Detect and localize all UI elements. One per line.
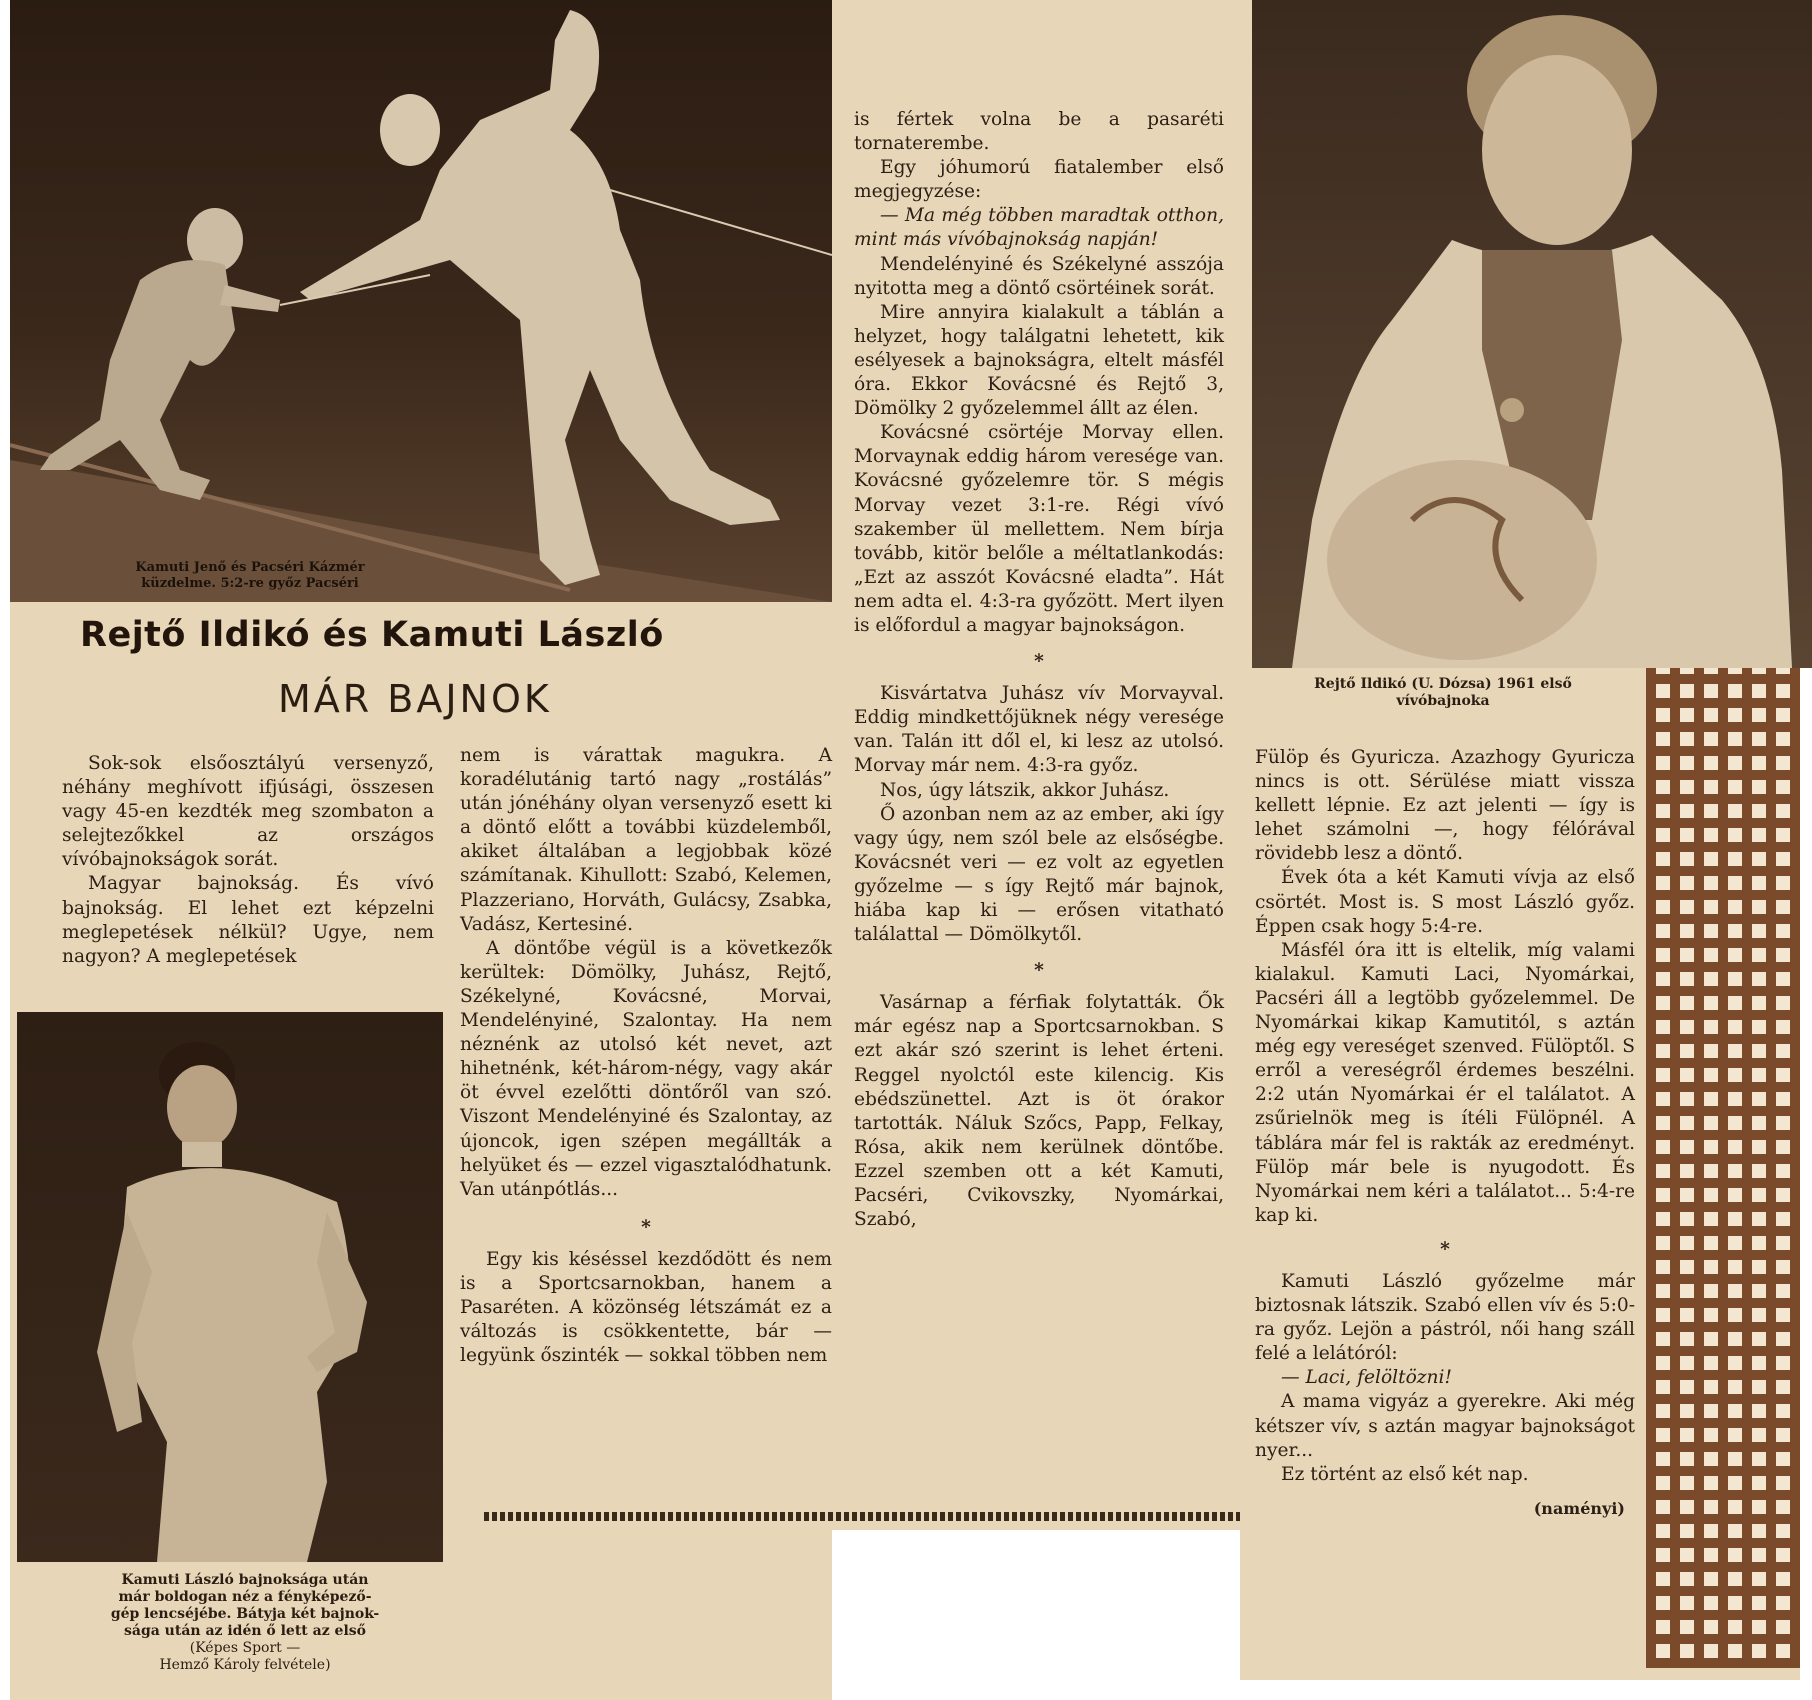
article-column-2 xyxy=(460,744,832,1368)
article-column-4 xyxy=(1255,746,1635,1521)
photo-fencing-bout xyxy=(10,0,832,602)
col4-paragraph: Fülöp és Gyuricza. Azazhogy Gyuricza nincs is ott. Sérülése miatt vissza kellett lépnie. Ez azt jelenti — így is lehet számolni —, hogy félórával rövidebb lesz a döntő. xyxy=(1255,747,1635,865)
col3-paragraph: Vasárnap a férfiak folytatták. Ők már egész nap a Sportcsarnokban. S ezt akár szó szerint is lehet érteni. Reggel nyolctól este kilencig. Kis ebédszünettel. Azt is öt órakor tartották. Náluk Szőcs, Papp, Felkay, Rósa, akik nem kerülnek döntőbe. Ezzel szemben ott a két Kamuti, Pacséri, Cvikovszky, Nyomárkai, Szabó, xyxy=(854,992,1224,1231)
col2-paragraph: Egy kis késéssel kezdődött és nem is a Sportcsarnokban, hanem a Pasaréten. A közönség létszámát ez a változás is csökkentette, bár — legyünk őszinték — sokkal többen nem xyxy=(460,1248,832,1367)
section-divider-star: * xyxy=(641,1216,651,1238)
dotted-separator xyxy=(484,1512,1240,1521)
caption-kamuti-line1: Kamuti László bajnoksága után xyxy=(121,1572,369,1588)
caption-kamuti-line4: sága után az idén ő lett az első xyxy=(123,1623,366,1639)
col3-paragraph: Kisvártatva Juhász vív Morvayval. Eddig mindkettőjüknek négy veresége van. Talán itt dől el, ki lesz az utolsó. Morvay már nem. 4:3-ra győz. xyxy=(854,683,1224,777)
article-column-1 xyxy=(62,752,434,969)
col1-paragraph: Magyar bajnokság. És vívó bajnokság. El lehet ezt képzelni meglepetések nélkül? Ugye, nem nagyon? A meglepetések xyxy=(62,873,434,967)
col2-paragraph: A döntőbe végül is a következők kerültek: Dömölky, Juhász, Rejtő, Székelyné, Kovácsné, Morvai, Mendelényiné, Szalontay. Ha nem néznénk az utolsó két nevet, azt hihetnénk, két-három-négy, vagy akár öt évvel ezelőtti döntőről van szó. Viszont Mendelényiné és Szalontay, az újoncok, igen szépen megállták a helyüket és — ezzel vigasztalódhatunk. Van utánpótlás... xyxy=(460,937,832,1200)
section-divider-star: * xyxy=(1440,1238,1450,1260)
caption-kamuti-line6: Hemző Károly felvétele) xyxy=(159,1657,331,1673)
col4-paragraph: Ez történt az első két nap. xyxy=(1281,1463,1529,1485)
caption-kamuti-line5: (Képes Sport — xyxy=(189,1640,301,1656)
photo-rejto-ildiko xyxy=(1252,0,1812,668)
decorative-grid-pattern xyxy=(1646,668,1800,1668)
caption-rejto xyxy=(1252,676,1634,710)
kamuti-portrait-illustration xyxy=(17,1012,443,1562)
rejto-portrait-illustration xyxy=(1252,0,1812,668)
headline-sub: MÁR BAJNOK xyxy=(278,677,552,721)
byline: (naményi) xyxy=(1533,1498,1625,1518)
article-column-3 xyxy=(854,108,1224,1232)
fencing-bout-illustration xyxy=(10,0,832,602)
caption-kamuti-line3: gép lencséjébe. Bátyja két bajnok- xyxy=(110,1606,380,1622)
col3-paragraph: Kovácsné csörtéje Morvay ellen. Morvaynak eddig három veresége van. Kovácsné győzelemre tör. S mégis Morvay vezet 3:1-re. Régi vívó szakember ül mellettem. Nem bírja tovább, kitör belőle a méltatlankodás: „Ezt az asszót Kovácsné eladta”. Hát nem adta el. 4:3-ra győzött. Mert ilyen is előfordul a magyar bajnokságon. xyxy=(854,422,1224,636)
section-divider-star: * xyxy=(1034,651,1044,673)
caption-rejto-line1: Rejtő Ildikó (U. Dózsa) 1961 első xyxy=(1314,676,1572,692)
col1-paragraph: Sok-sok elsőosztályú versenyző, néhány meghívott ifjúsági, összesen vagy 45-en kezdték meg szombaton a selejtezőkkel az országos vívóbajnokságok sorát. xyxy=(62,753,434,871)
headline-main: Rejtő Ildikó és Kamuti László xyxy=(80,615,664,655)
caption-fencing-bout xyxy=(40,560,460,592)
caption-fencing-bout-line1: Kamuti Jenő és Pacséri Kázmér xyxy=(135,560,365,575)
col4-paragraph: Kamuti László győzelme már biztosnak látszik. Szabó ellen vív és 5:0-ra győz. Lejön a pástról, női hang száll felé a lelátóról: xyxy=(1255,1270,1635,1365)
col3-paragraph: Mendelényiné és Székelyné asszója nyitotta meg a döntő csörtéinek sorát. xyxy=(854,253,1224,299)
col2-paragraph: nem is várattak magukra. A koradélutánig tartó nagy „rostálás” után jónéhány olyan versenyző esett ki a döntő előtt a további küzdelemből, akiket általában a legjobbak közé számítanak. Kihullott: Szabó, Kelemen, Plazzeriano, Horváth, Gulácsy, Zsabka, Vadász, Kertesiné. xyxy=(460,745,832,935)
col3-paragraph: Ő azonban nem az az ember, aki így vagy úgy, nem szól bele az elsőségbe. Kovácsnét veri — ez volt az egyetlen győzelme — s így Rejtő már bajnok, hiába kap ki — erősen vitatható találattal — Dömölkytől. xyxy=(854,803,1224,946)
col3-paragraph: Mire annyira kialakult a táblán a helyzet, hogy találgatni lehetett, kik esélyesek a bajnokságra, eltelt másfél óra. Ekkor Kovácsné és Rejtő 3, Dömölky 2 győzelemmel állt az élen. xyxy=(854,301,1224,420)
col4-paragraph: A mama vigyáz a gyerekre. Aki még kétszer vív, s aztán magyar bajnokságot nyer... xyxy=(1255,1391,1635,1461)
photo-kamuti-laszlo xyxy=(17,1012,443,1562)
col3-paragraph: Nos, úgy látszik, akkor Juhász. xyxy=(880,779,1170,801)
col4-paragraph: — Laci, felöltözni! xyxy=(1281,1367,1452,1389)
clipping-bottom-strip xyxy=(450,1530,487,1700)
section-divider-star: * xyxy=(1034,960,1044,982)
caption-fencing-bout-line2: küzdelme. 5:2-re győz Pacséri xyxy=(141,576,359,591)
col4-paragraph: Évek óta a két Kamuti vívja az első csörtét. Most is. S most László győz. Éppen csak hogy 5:4-re. xyxy=(1255,867,1635,937)
caption-kamuti-line2: már boldogan néz a fényképező- xyxy=(118,1589,372,1605)
col3-paragraph: is fértek volna be a pasaréti tornaterembe. xyxy=(854,109,1224,155)
caption-kamuti xyxy=(40,1572,450,1674)
col4-paragraph: Másfél óra itt is eltelik, míg valami kialakul. Kamuti Laci, Nyomárkai, Pacséri áll a legtöbb győzelemmel. De Nyomárkai kikap Kamutitól, s aztán még egy vereséget szenved. Fülöptől. S erről a vereségről érdemes beszélni. 2:2 után Nyomárkai ér el találatot. A zsűrielnök meg is ítéli Fülöpnél. A táblára már fel is rakták az eredményt. Fülöp már bele is nyugodott. És Nyomárkai nem kéri a találatot... 5:4-re kap ki. xyxy=(1255,939,1635,1226)
col3-paragraph: — Ma még többen maradtak otthon, mint más vívóbajnokság napján! xyxy=(854,205,1224,251)
caption-rejto-line2: vívóbajnoka xyxy=(1396,693,1490,709)
col3-paragraph: Egy jóhumorú fiatalember első megjegyzése: xyxy=(854,157,1224,203)
